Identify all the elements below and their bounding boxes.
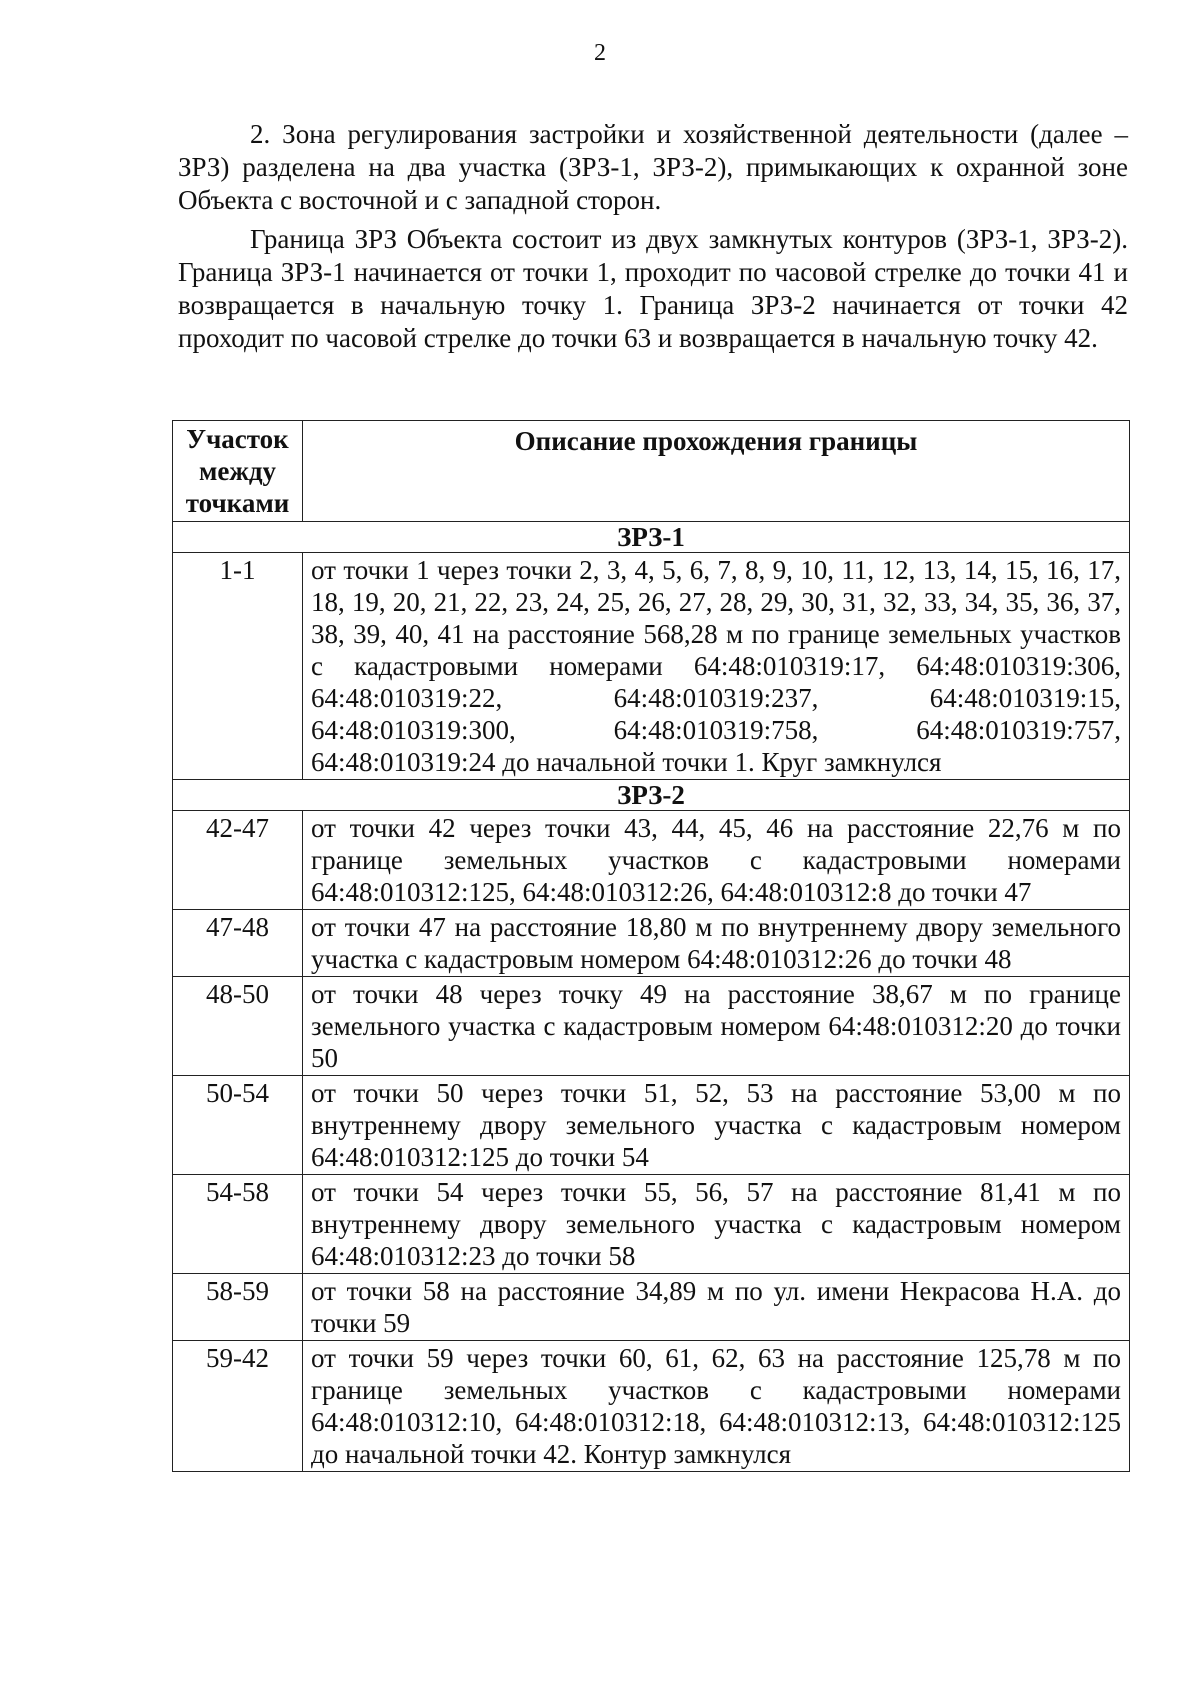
table-header-row xyxy=(173,421,1130,522)
table-row xyxy=(173,1076,1130,1175)
description-cell: от точки 50 через точки 51, 52, 53 на расстояние 53,00 м по внутреннему двору земельного участка с кадастровым номером 64:48:010312:125 до точки 54 xyxy=(303,1076,1130,1175)
description-cell: от точки 1 через точки 2, 3, 4, 5, 6, 7, 8, 9, 10, 11, 12, 13, 14, 15, 16, 17, 18, 19, 20, 21, 22, 23, 24, 25, 26, 27, 28, 29, 30, 31, 32, 33, 34, 35, 36, 37, 38, 39, 40, 41 на расстояние 568,28 м по границе земельных участков с кадастровыми номерами 64:48:010319:17, 64:48:010319:306, 64:48:010319:22, 64:48:010319:237, 64:48:010319:15, 64:48:010319:300, 64:48:010319:758, 64:48:010319:757, 64:48:010319:24 до начальной точки 1. Круг замкнулся xyxy=(303,553,1130,780)
table-row xyxy=(173,811,1130,910)
table-row xyxy=(173,910,1130,977)
header-segment: Участок между точками xyxy=(173,421,303,522)
table-row xyxy=(173,553,1130,780)
boundary-table xyxy=(172,420,1130,1472)
segment-cell: 42-47 xyxy=(173,811,303,910)
description-cell: от точки 42 через точки 43, 44, 45, 46 на расстояние 22,76 м по границе земельных участков с кадастровыми номерами 64:48:010312:125, 64:48:010312:26, 64:48:010312:8 до точки 47 xyxy=(303,811,1130,910)
table-row xyxy=(173,1175,1130,1274)
intro-text xyxy=(178,118,1128,361)
table-body xyxy=(173,522,1130,1472)
segment-cell: 50-54 xyxy=(173,1076,303,1175)
segment-cell: 1-1 xyxy=(173,553,303,780)
description-cell: от точки 47 на расстояние 18,80 м по внутреннему двору земельного участка с кадастровым номером 64:48:010312:26 до точки 48 xyxy=(303,910,1130,977)
description-cell: от точки 48 через точку 49 на расстояние 38,67 м по границе земельного участка с кадастровым номером 64:48:010312:20 до точки 50 xyxy=(303,977,1130,1076)
segment-cell: 48-50 xyxy=(173,977,303,1076)
table-row xyxy=(173,977,1130,1076)
page-number: 2 xyxy=(594,40,606,66)
zone-row xyxy=(173,522,1130,553)
description-cell: от точки 59 через точки 60, 61, 62, 63 на расстояние 125,78 м по границе земельных участков с кадастровыми номерами 64:48:010312:10, 64:48:010312:18, 64:48:010312:13, 64:48:010312:125 до начальной точки 42. Контур замкнулся xyxy=(303,1341,1130,1472)
description-cell: от точки 54 через точки 55, 56, 57 на расстояние 81,41 м по внутреннему двору земельного участка с кадастровым номером 64:48:010312:23 до точки 58 xyxy=(303,1175,1130,1274)
segment-cell: 58-59 xyxy=(173,1274,303,1341)
table-row xyxy=(173,1274,1130,1341)
zone-row xyxy=(173,780,1130,811)
description-cell: от точки 58 на расстояние 34,89 м по ул. имени Некрасова Н.А. до точки 59 xyxy=(303,1274,1130,1341)
segment-cell: 47-48 xyxy=(173,910,303,977)
header-description: Описание прохождения границы xyxy=(303,421,1130,522)
table-row xyxy=(173,1341,1130,1472)
zone-title: ЗРЗ-1 xyxy=(173,522,1130,553)
segment-cell: 54-58 xyxy=(173,1175,303,1274)
intro-paragraph-boundary-description: Граница ЗРЗ Объекта состоит из двух замкнутых контуров (ЗРЗ-1, ЗРЗ-2). Граница ЗРЗ-1 начинается от точки 1, проходит по часовой стрелке до точки 41 и возвращается в начальную точку 1. Граница ЗРЗ-2 начинается от точки 42 проходит по часовой стрелке до точки 63 и возвращается в начальную точку 42. xyxy=(178,224,1128,353)
segment-cell: 59-42 xyxy=(173,1341,303,1472)
zone-title: ЗРЗ-2 xyxy=(173,780,1130,811)
intro-paragraph-zone-description: 2. Зона регулирования застройки и хозяйственной деятельности (далее – ЗРЗ) разделена на два участка (ЗРЗ-1, ЗРЗ-2), примыкающих к охранной зоне Объекта с восточной и с западной сторон. xyxy=(178,119,1128,215)
